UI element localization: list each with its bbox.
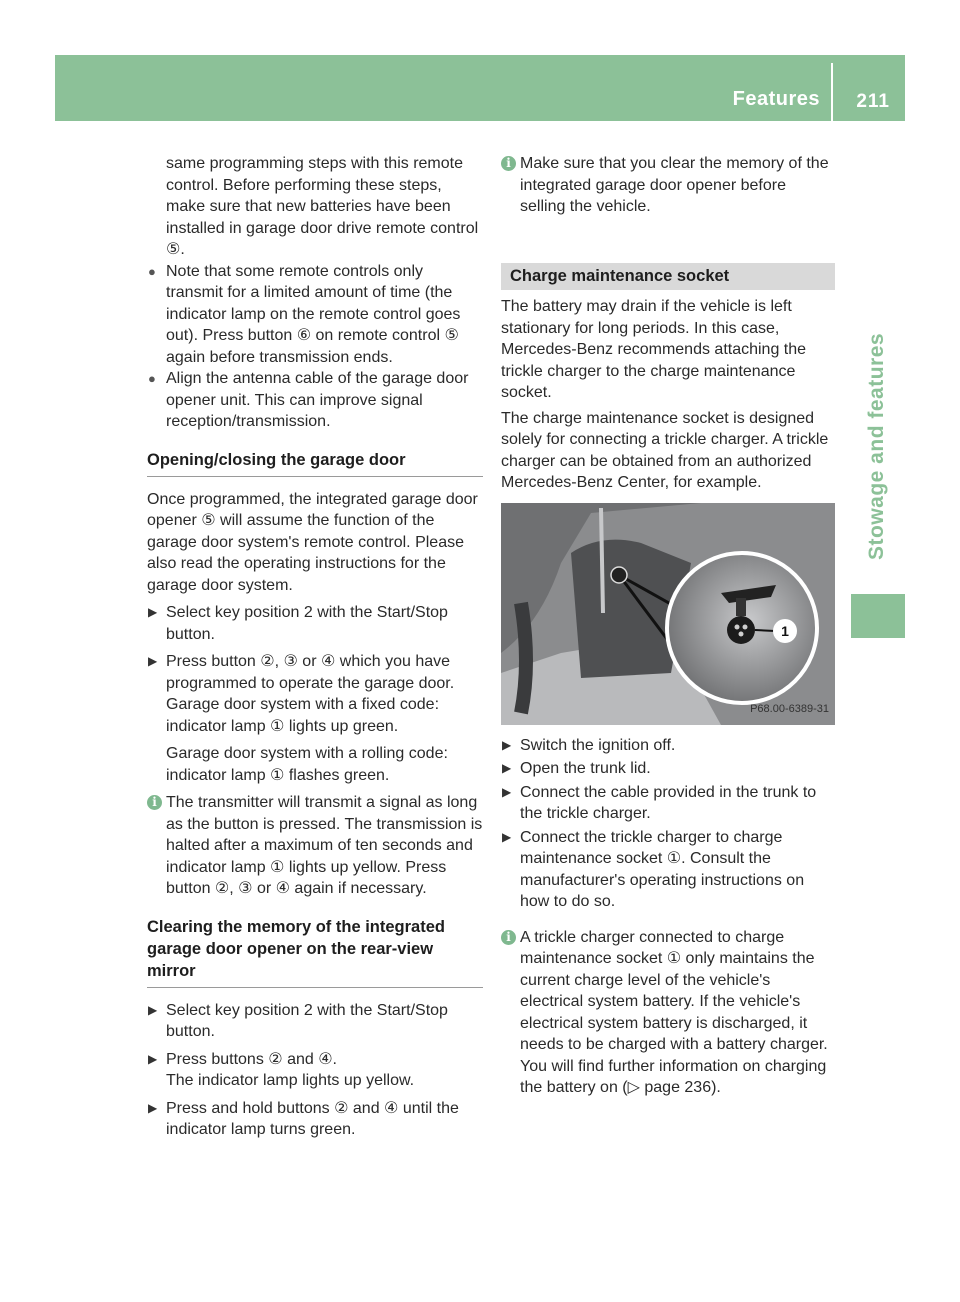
bullet-item [147, 368, 483, 433]
step-text: Connect the trickle charger to charge maintenance socket ①. Consult the manufacturer's operating instructions on how to do so. [520, 828, 805, 910]
section-intro: Once programmed, the integrated garage door opener ⑤ will assume the function of the garage door system's remote control. Please also read the operating instructions for the garage door system. [147, 490, 478, 594]
step-item [501, 735, 835, 757]
step-text: Open the trunk lid. [520, 760, 651, 777]
step-text: Switch the ignition off. [520, 736, 676, 754]
info-text: Make sure that you clear the memory of the integrated garage door opener before selling the vehicle. [520, 155, 829, 215]
section-paragraph: The battery may drain if the vehicle is left stationary for long periods. In this case, Mercedes-Benz recommends attaching the trickle charger to the charge maintenance socket. [501, 298, 807, 401]
step-item [501, 758, 835, 780]
step-result: The indicator lamp lights up yellow. [166, 1072, 415, 1089]
bullet-dot-icon: ● [148, 371, 156, 386]
step-item [501, 827, 835, 913]
bullet-text: Note that some remote controls only transmit for a limited amount of time (the indicator lamp on the remote control goes out). Press button ⑥ on remote control ⑤ again before transmission ends. [166, 262, 461, 366]
info-note [501, 927, 835, 1099]
step-arrow-icon: ▶ [502, 737, 512, 752]
section-paragraph: The charge maintenance socket is designed solely for connecting a trickle charger. A trickle charger can be obtained from an authorized Mercedes-Benz Center, for example. [501, 409, 829, 491]
left-column [147, 153, 483, 1141]
bullet-text: Align the antenna cable of the garage door opener unit. This can improve signal reception/transmission. [166, 370, 469, 430]
info-text: A trickle charger connected to charge maintenance socket ① only maintains the current charge level of the vehicle's electrical system battery. If the vehicle's electrical system battery is discharged, it needs to be charged with a battery charger. You will find further information on charging the battery on (▷ page 236). [520, 928, 828, 1096]
step-result: Garage door system with a rolling code: indicator lamp ① flashes green. [166, 745, 448, 784]
step-text: Press buttons ② and ④. [166, 1050, 337, 1068]
info-icon: i [501, 156, 516, 171]
trunk-figure [501, 503, 835, 725]
step-arrow-icon: ▶ [148, 1051, 158, 1066]
step-text: Select key position 2 with the Start/Stop button. [166, 1001, 448, 1040]
section-heading-clearing: Clearing the memory of the integrated garage door opener on the rear-view mirror [147, 916, 483, 988]
trunk-illustration [501, 503, 835, 725]
step-item [501, 782, 835, 825]
header-divider [831, 63, 833, 121]
step-arrow-icon: ▶ [148, 1002, 158, 1017]
figure-code: P68.00-6389-31 [750, 703, 829, 715]
step-arrow-icon: ▶ [502, 829, 512, 844]
step-arrow-icon: ▶ [148, 1100, 158, 1115]
header-bar [55, 55, 905, 121]
bullet-item [147, 261, 483, 369]
step-text: Select key position 2 with the Start/Stop button. [166, 604, 448, 643]
step-arrow-icon: ▶ [148, 605, 158, 619]
info-note [501, 153, 835, 218]
step-item [147, 602, 483, 645]
step-arrow-icon: ▶ [502, 761, 512, 775]
side-tab-block [851, 594, 905, 638]
step-result: Garage door system with a fixed code: indicator lamp ① lights up green. [166, 696, 440, 735]
page-number: 211 [856, 91, 890, 112]
info-note [147, 792, 483, 900]
step-item [147, 1049, 483, 1071]
section-heading-charge: Charge maintenance socket [501, 263, 835, 291]
step-item [147, 1000, 483, 1043]
step-arrow-icon: ▶ [148, 654, 158, 668]
right-column [501, 153, 835, 1099]
step-text: Connect the cable provided in the trunk to the trickle charger. [520, 783, 817, 822]
step-text: Press button ②, ③ or ④ which you have programmed to operate the garage door. [166, 653, 455, 692]
side-tab-label: Stowage and features [865, 332, 888, 560]
info-text: The transmitter will transmit a signal as long as the button is pressed. The transmission is halted after a maximum of ten seconds and indicator lamp ① lights up yellow. Press button ②, ③ or ④ again if necessary. [166, 794, 483, 897]
bullet-dot-icon: ● [148, 263, 156, 279]
step-item [147, 1098, 483, 1141]
callout-1: 1 [773, 619, 797, 643]
info-icon: i [501, 930, 516, 945]
step-item [147, 651, 483, 694]
step-arrow-icon: ▶ [502, 784, 512, 799]
info-icon: i [147, 795, 162, 810]
intro-continued: same programming steps with this remote control. Before performing these steps, make sure that new batteries have been installed in garage door drive remote control ⑤. [166, 155, 479, 258]
section-heading-opening: Opening/closing the garage door [147, 449, 483, 477]
step-text: Press and hold buttons ② and ④ until the indicator lamp turns green. [166, 1099, 459, 1138]
header-title: Features [732, 88, 820, 110]
